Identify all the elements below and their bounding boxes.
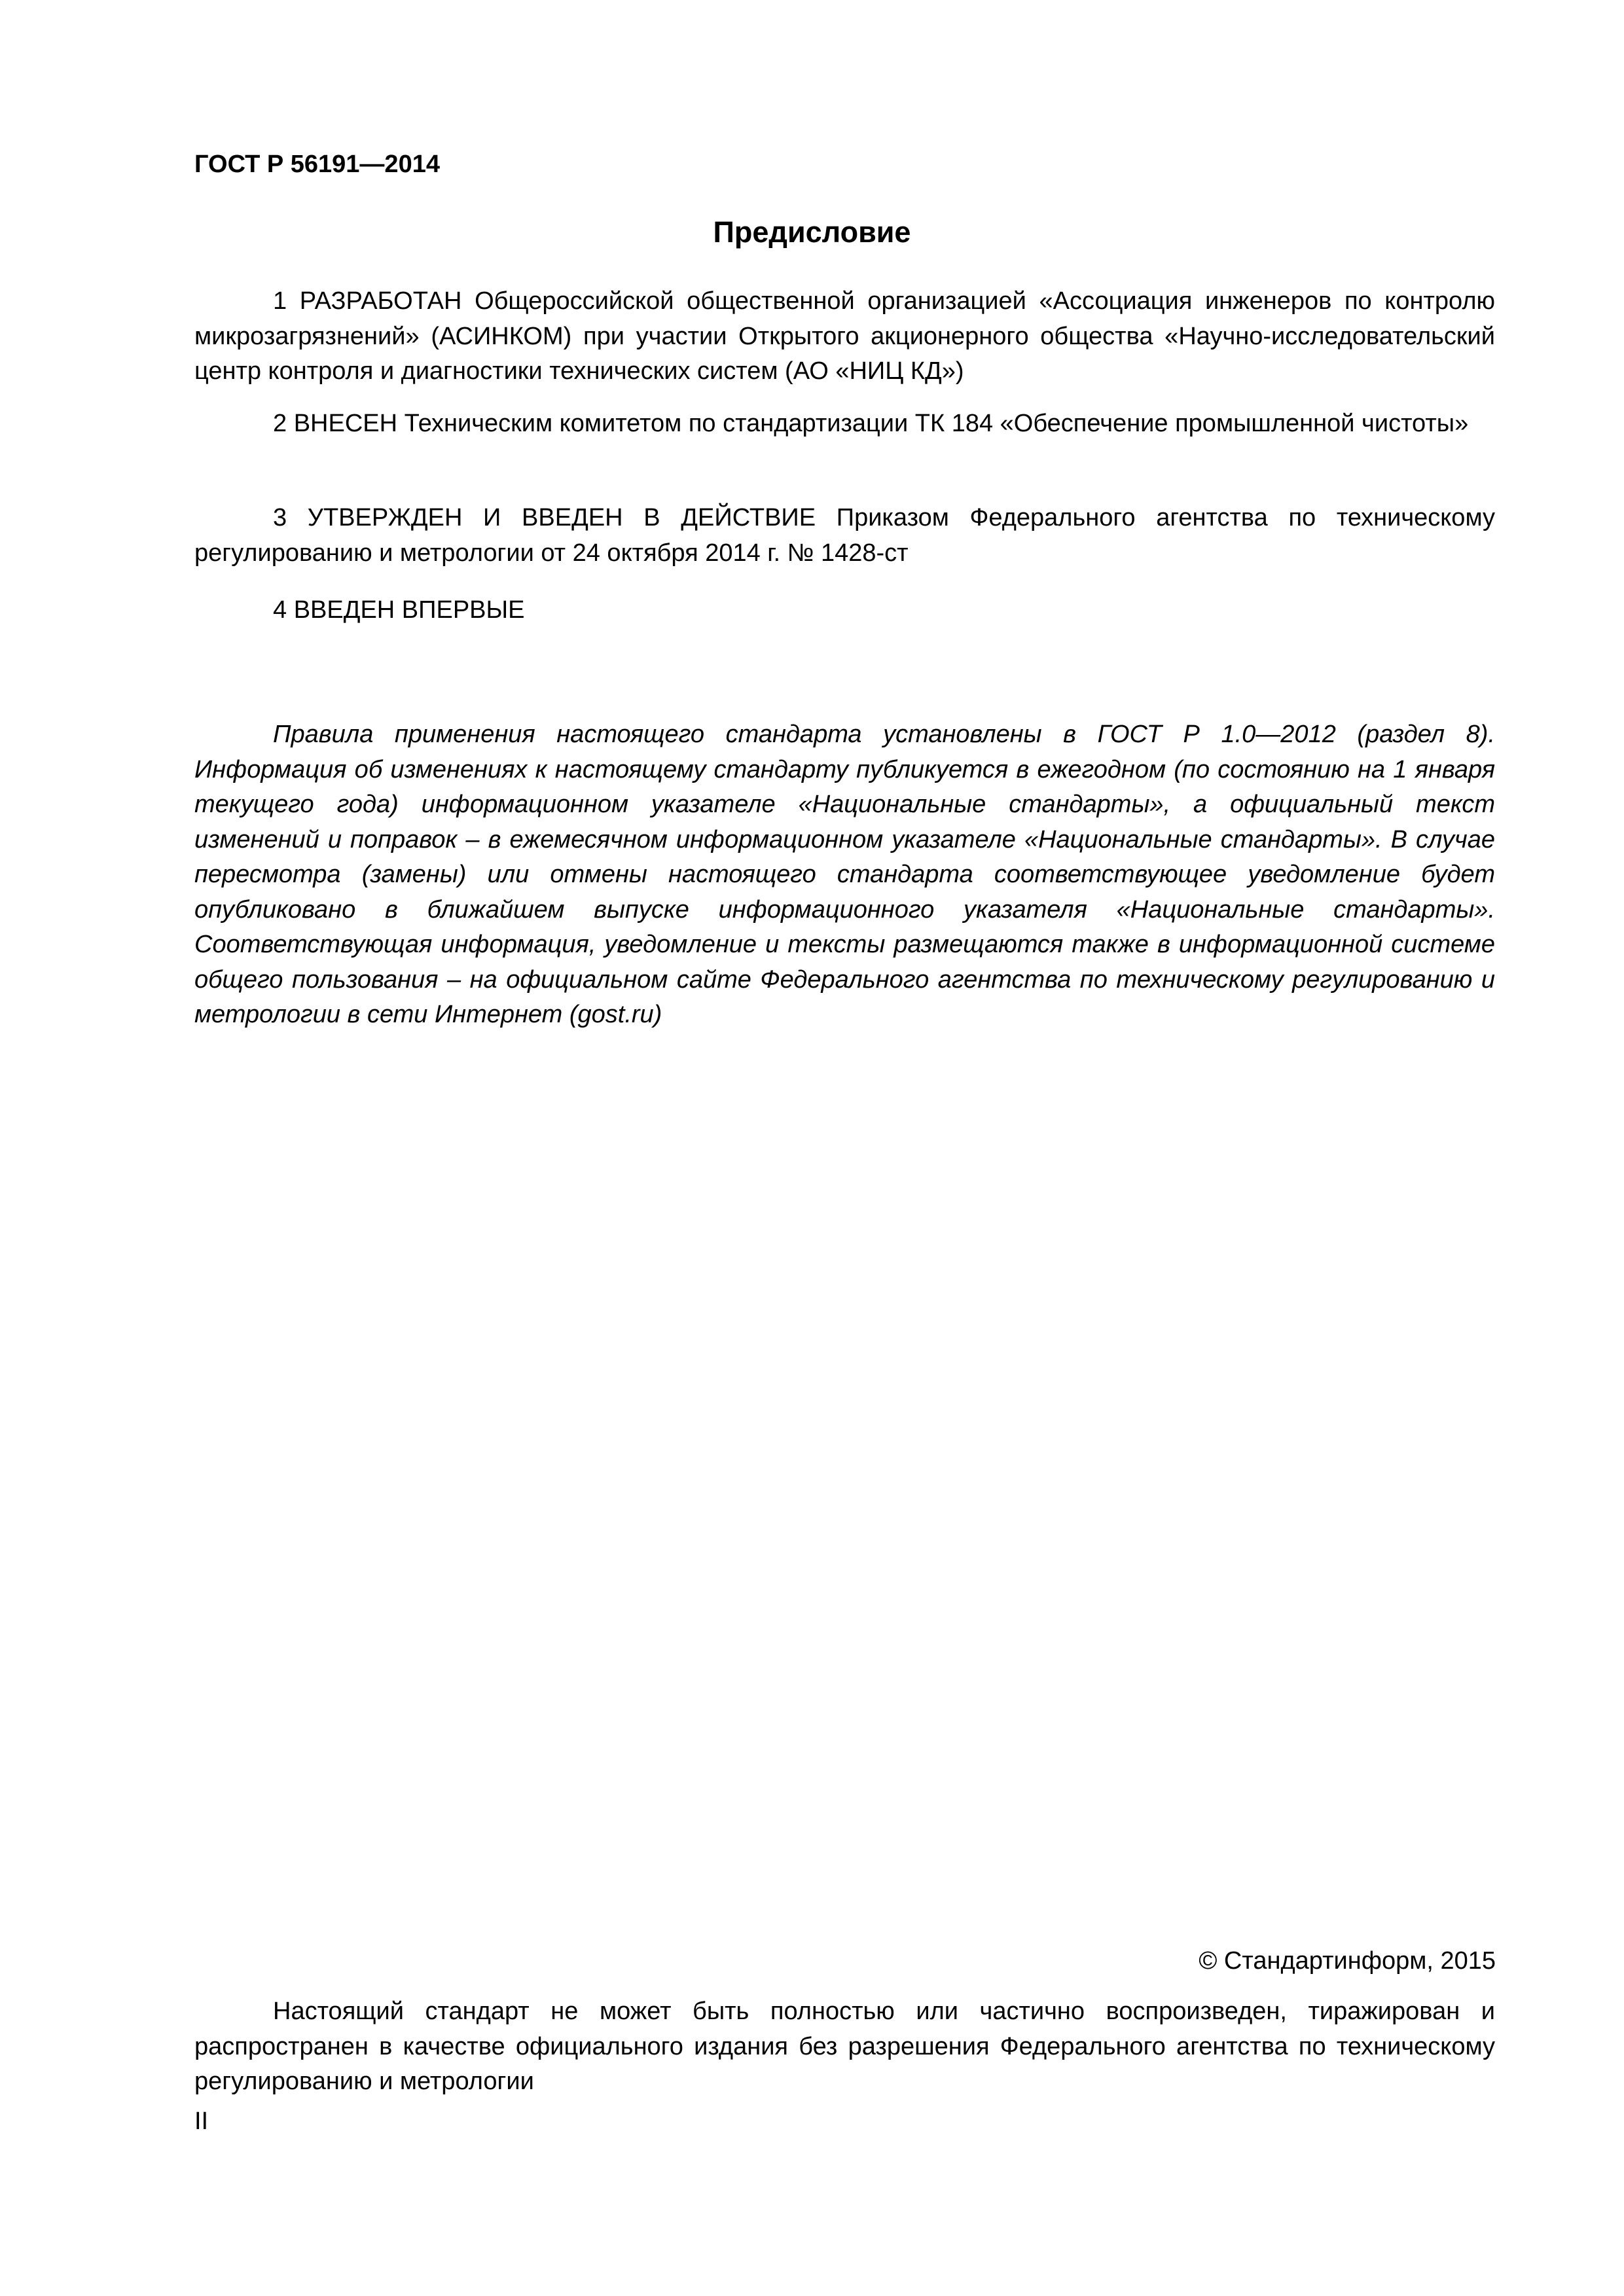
foreword-item-2: 2 ВНЕСЕН Техническим комитетом по стандартизации ТК 184 «Обеспечение промышленной чистоты»	[273, 410, 1469, 437]
page-number: II	[194, 2108, 209, 2135]
foreword-item-3: 3 УТВЕРЖДЕН И ВВЕДЕН В ДЕЙСТВИЕ Приказом Федерального агентства по техническому регулированию и метрологии от 24 октября 2014 г. № 1428-ст	[194, 504, 1495, 567]
reproduction-notice: Настоящий стандарт не может быть полностью или частично воспроизведен, тиражирован и распространен в качестве официального издания без разрешения Федерального агентства по техническому регулированию и метрологии	[194, 1998, 1495, 2095]
foreword-item-4: 4 ВВЕДЕН ВПЕРВЫЕ	[273, 596, 525, 624]
foreword-item-1: 1 РАЗРАБОТАН Общероссийской общественной организацией «Ассоциация инженеров по контролю микрозагрязнений» (АСИНКОМ) при участии Открытого акционерного общества «Научно-исследовательский центр контроля и диагностики технических систем (АО «НИЦ КД»)	[194, 287, 1495, 385]
rules-note: Правила применения настоящего стандарта установлены в ГОСТ Р 1.0—2012 (раздел 8). Информация об изменениях к настоящему стандарту публикуется в ежегодном (по состоянию на 1 января текущего года) информационном указателе «Национальные стандарты», а официальный текст изменений и поправок – в ежемесячном информационном указателе «Национальные стандарты». В случае пересмотра (замены) или отмены настоящего стандарта соответствующее уведомление будет опубликовано в ближайшем выпуске информационного указателя «Национальные стандарты». Соответствующая информация, уведомление и тексты размещаются также в информационной системе общего пользования – на официальном сайте Федерального агентства по техническому регулированию и метрологии в сети Интернет (gost.ru)	[194, 721, 1495, 1028]
standard-code-header: ГОСТ Р 56191—2014	[194, 151, 440, 178]
copyright-notice: © Стандартинформ, 2015	[1199, 1947, 1496, 1975]
page-title: Предисловие	[713, 215, 911, 249]
